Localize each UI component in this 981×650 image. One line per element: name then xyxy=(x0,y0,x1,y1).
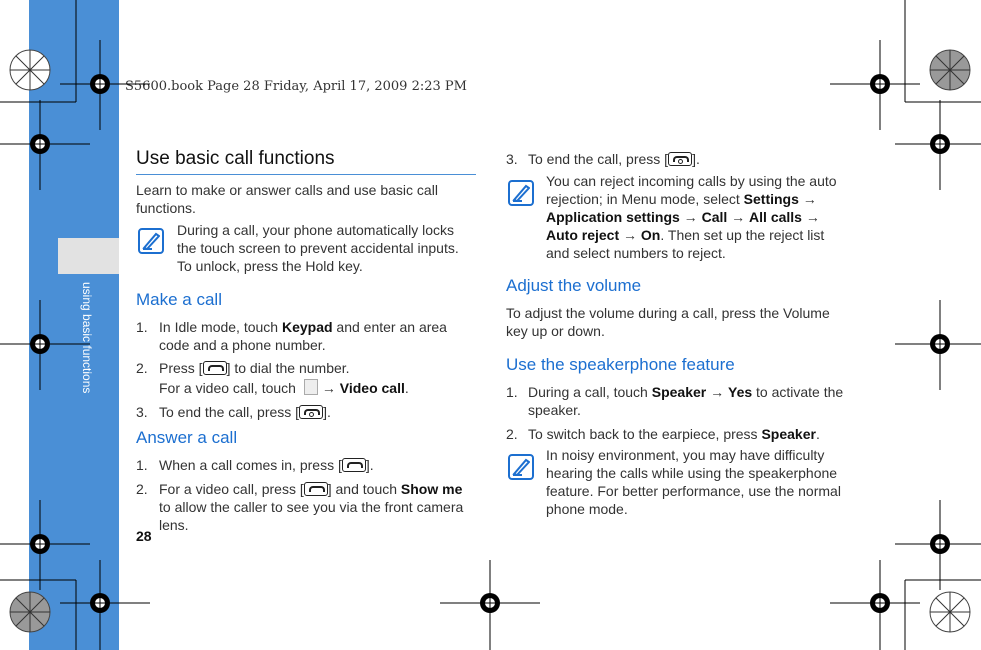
step-text: During a call, touch xyxy=(528,384,652,400)
note-reject-text xyxy=(546,172,846,262)
answer-call-step2 xyxy=(159,480,464,534)
step-number: 2. xyxy=(136,481,148,497)
step-number: 3. xyxy=(136,404,148,420)
speaker-step1 xyxy=(528,383,848,419)
sidebar-section-label: using basic functions xyxy=(80,282,94,394)
step-text: ]. xyxy=(365,457,374,473)
app-settings-keyword: Application settings xyxy=(546,209,680,225)
show-me-keyword: Show me xyxy=(400,481,463,497)
step-text: ]. xyxy=(692,151,700,167)
arrow-text: → xyxy=(321,380,340,396)
step-number: 3. xyxy=(506,151,518,167)
step-text: to allow the caller to see you via the front camera lens. xyxy=(159,499,464,533)
arrow-text: → xyxy=(727,209,750,225)
end-key-icon xyxy=(299,405,323,419)
menu-options-icon xyxy=(304,379,318,395)
page-number: 28 xyxy=(136,528,152,544)
call-key-icon xyxy=(203,361,227,375)
step-text: In Idle mode, touch xyxy=(159,319,282,335)
volume-heading: Adjust the volume xyxy=(506,276,642,295)
step-text: . xyxy=(404,380,409,396)
note-icon xyxy=(508,454,534,480)
settings-keyword: Settings xyxy=(743,191,799,207)
auto-reject-keyword: Auto reject xyxy=(546,227,620,243)
step-text: ] to dial the number. xyxy=(226,360,350,376)
answer-call-heading: Answer a call xyxy=(136,428,238,447)
step-number: 2. xyxy=(506,426,518,442)
all-calls-keyword: All calls xyxy=(749,209,802,225)
step-text: to activate the speaker. xyxy=(528,384,844,418)
call-keyword: Call xyxy=(701,209,728,225)
make-call-video xyxy=(159,379,469,397)
note-text: You can reject incoming calls by using the auto rejection; in Menu mode, select xyxy=(546,173,837,207)
step-text: . xyxy=(815,426,820,442)
speaker-keyword: Speaker xyxy=(761,426,816,442)
step-number: 2. xyxy=(136,360,148,376)
step-number: 1. xyxy=(136,319,148,335)
step-number: 1. xyxy=(506,384,518,400)
arrow-text: → xyxy=(679,209,702,225)
step-text: and enter an area code and a phone number. xyxy=(159,319,447,353)
call-key-icon xyxy=(342,458,366,472)
right-end-call-step xyxy=(528,150,848,168)
arrow-text: → xyxy=(801,209,820,225)
speaker-step2 xyxy=(528,425,858,443)
speaker-heading: Use the speakerphone feature xyxy=(506,355,735,374)
book-header-line: S5600.book Page 28 Friday, April 17, 2009 2:23 PM xyxy=(125,79,467,94)
video-call-keyword: Video call xyxy=(339,380,405,396)
step-text: To end the call, press [ xyxy=(528,151,669,167)
end-key-icon xyxy=(668,152,692,166)
on-keyword: On xyxy=(640,227,661,243)
keypad-keyword: Keypad xyxy=(281,319,333,335)
step-text: ] and touch xyxy=(327,481,401,497)
make-call-step3 xyxy=(159,403,469,421)
note-text: . Then set up the reject list and select numbers to reject. xyxy=(546,227,825,261)
arrow-text: → xyxy=(619,227,641,243)
answer-call-step1 xyxy=(159,456,469,474)
make-call-step2 xyxy=(159,359,469,377)
call-key-icon xyxy=(304,482,328,496)
page-title: Use basic call functions xyxy=(136,148,335,169)
yes-keyword: Yes xyxy=(728,384,753,400)
step-text: To end the call, press [ xyxy=(159,404,300,420)
arrow-text: → xyxy=(798,191,817,207)
intro-text: Learn to make or answer calls and use basic call functions. xyxy=(136,182,438,216)
make-call-heading: Make a call xyxy=(136,290,222,309)
step-text: Press [ xyxy=(159,360,203,376)
step-text: For a video call, touch xyxy=(159,380,300,396)
note-lock-text: During a call, your phone automatically locks the touch screen to prevent accidental inputs. To unlock, press the Hold key. xyxy=(177,222,459,274)
make-call-step1 xyxy=(159,318,469,354)
note-icon xyxy=(508,180,534,206)
volume-text: To adjust the volume during a call, press the Volume key up or down. xyxy=(506,305,830,339)
title-underline xyxy=(136,174,476,175)
step-text: For a video call, press [ xyxy=(159,481,304,497)
note-icon xyxy=(138,228,164,254)
note-noisy-text: In noisy environment, you may have difficulty hearing the calls while using the speakerphone feature. For better performance, use the normal phone mode. xyxy=(546,447,841,517)
speaker-keyword: Speaker xyxy=(651,384,707,400)
step-number: 1. xyxy=(136,457,148,473)
arrow-text: → xyxy=(706,384,728,400)
step-text: To switch back to the earpiece, press xyxy=(528,426,762,442)
step-text: When a call comes in, press [ xyxy=(159,457,342,473)
step-text: ]. xyxy=(323,404,331,420)
